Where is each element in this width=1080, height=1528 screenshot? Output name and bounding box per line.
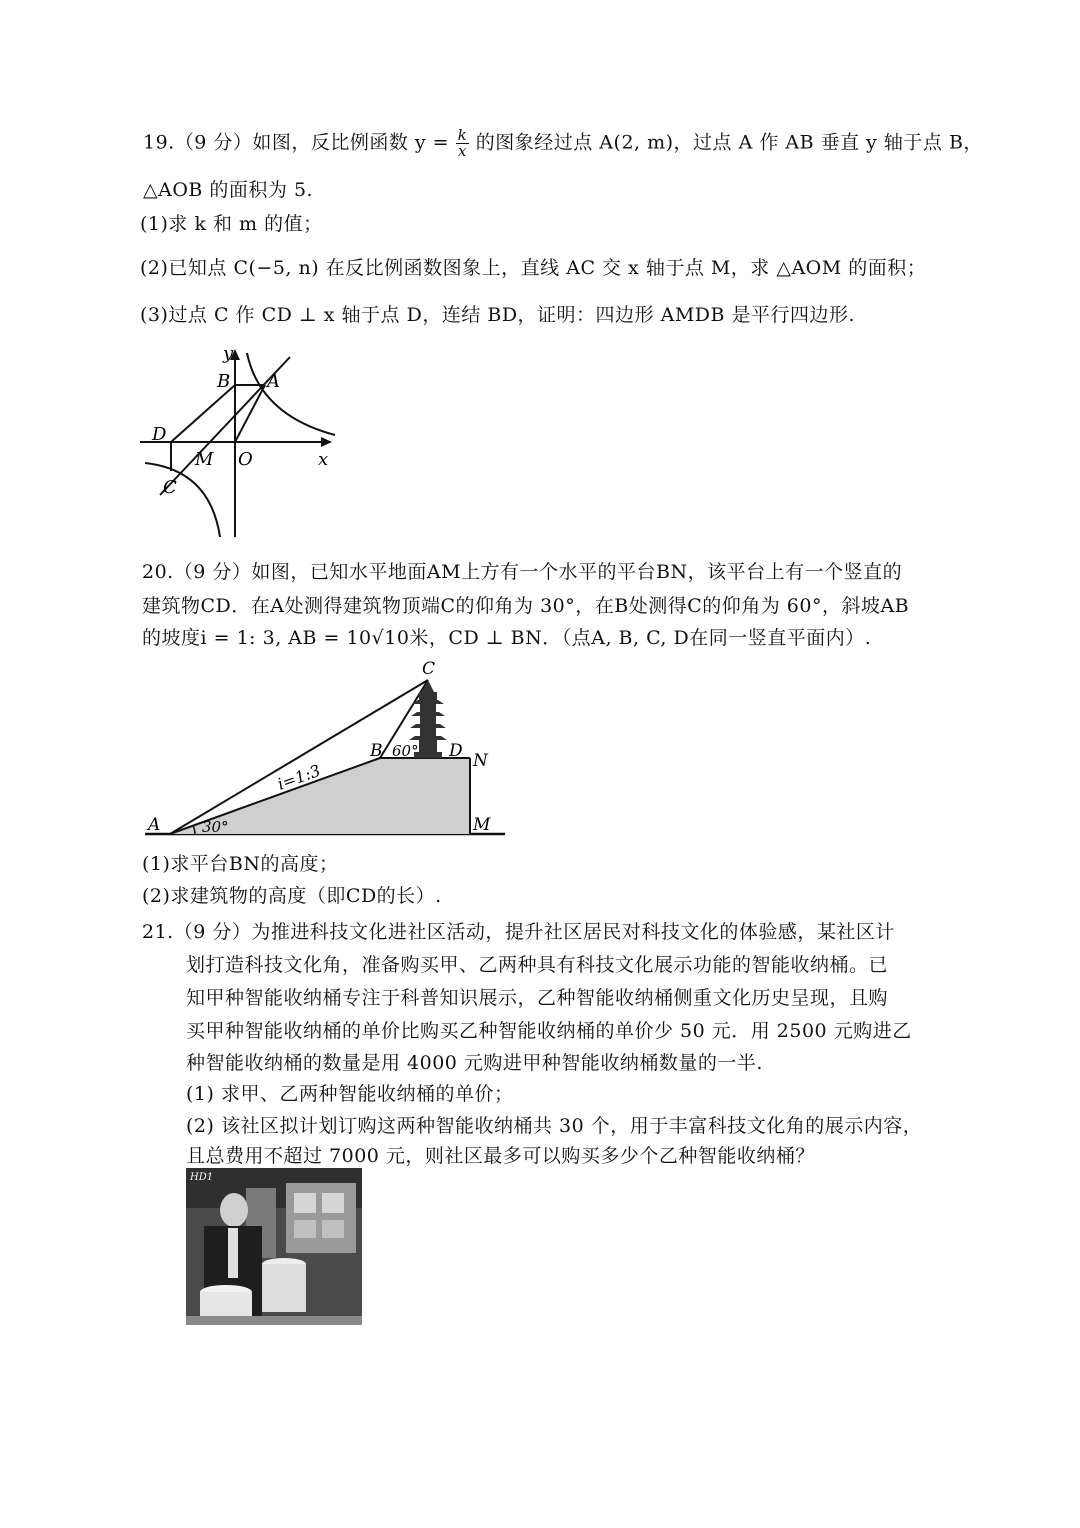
q20-sub1: (1)求平台BN的高度； [142,853,339,875]
q19-label-y: y [223,345,234,364]
q19-line1-end: 的图象经过点 A(2, m)，过点 A 作 AB 垂直 y 轴于点 B， [475,131,983,154]
q19-line-bd [171,385,235,442]
q19-frac-numerator: k [457,126,468,144]
q19-label-m: M [195,449,214,470]
q21-sub2a: (2) 该社区拟计划订购这两种智能收纳桶共 30 个，用于丰富科技文化角的展示内容， [186,1115,923,1137]
q19-sub3: (3)过点 C 作 CD ⊥ x 轴于点 D，连结 BD，证明：四边形 AMDB 是平行四边形. [140,304,856,326]
q19-segment-ao [235,385,265,442]
q19-sub1: (1)求 k 和 m 的值； [140,213,323,235]
q21-sub2b: 且总费用不超过 7000 元，则社区最多可以购买多少个乙种智能收纳桶？ [186,1145,815,1167]
q21-line2: 划打造科技文化角，准备购买甲、乙两种具有科技文化展示功能的智能收纳桶。已 [186,954,889,976]
q20-figure [140,658,510,843]
q20-line1: 20.（9 分）如图，已知水平地面AM上方有一个水平的平台BN，该平台上有一个竖直的 [142,561,903,583]
q19-hyperbola-lower [145,463,220,537]
q20-label-angle30: 30° [202,818,229,836]
q19-fraction [456,128,470,159]
q20-label-a: A [148,815,161,835]
q19-sub2: (2)已知点 C(−5, n) 在反比例函数图象上，直线 AC 交 x 轴于点 M，求 △AOM 的面积； [140,257,927,279]
q20-label-c: C [422,659,436,679]
q21-line5: 种智能收纳桶的数量是用 4000 元购进甲种智能收纳桶数量的一半. [186,1052,763,1074]
q19-label-c: C [163,477,177,498]
q19-x-arrow [321,437,332,447]
q20-label-m: M [473,815,491,835]
q21-photo [186,1168,362,1325]
q20-line2: 建筑物CD．在A处测得建筑物顶端C的仰角为 30°，在B处测得C的仰角为 60°，斜坡AB [142,595,910,617]
q21-line4: 买甲种智能收纳桶的单价比购买乙种智能收纳桶的单价少 50 元．用 2500 元购进乙 [186,1020,912,1042]
q21-sub1: (1) 求甲、乙两种智能收纳桶的单价； [186,1083,514,1105]
q20-sub2: (2)求建筑物的高度（即CD的长）. [142,885,442,907]
q20-label-angle60: 60° [392,742,419,760]
q21-photo-image [186,1168,362,1325]
q19-line1 [143,128,983,159]
q20-label-slope: i=1:3 [274,760,323,794]
q20-label-d: D [449,741,463,761]
q19-frac-denominator: x [457,142,467,160]
q19-label-x: x [318,449,329,470]
q19-line2: △AOB 的面积为 5. [143,179,314,201]
q19-label-b: B [217,371,231,392]
q20-label-n: N [473,751,488,771]
q21-photo-tag: HD1 [190,1172,214,1183]
q20-label-b: B [370,741,383,761]
q19-line1-start: 19.（9 分）如图，反比例函数 y = [143,131,450,154]
q21-line3: 知甲种智能收纳桶专注于科普知识展示，乙种智能收纳桶侧重文化历史呈现，且购 [186,987,889,1009]
q21-line1: 21.（9 分）为推进科技文化进社区活动，提升社区居民对科技文化的体验感，某社区计 [142,921,895,943]
q19-figure [135,345,355,545]
q19-label-o: O [238,449,253,470]
q19-label-a: A [267,371,280,392]
q19-label-d: D [152,424,167,445]
q20-line3: 的坡度i = 1: 3, AB = 10√10米，CD ⊥ BN．（点A, B, C, D在同一竖直平面内）. [142,627,872,649]
